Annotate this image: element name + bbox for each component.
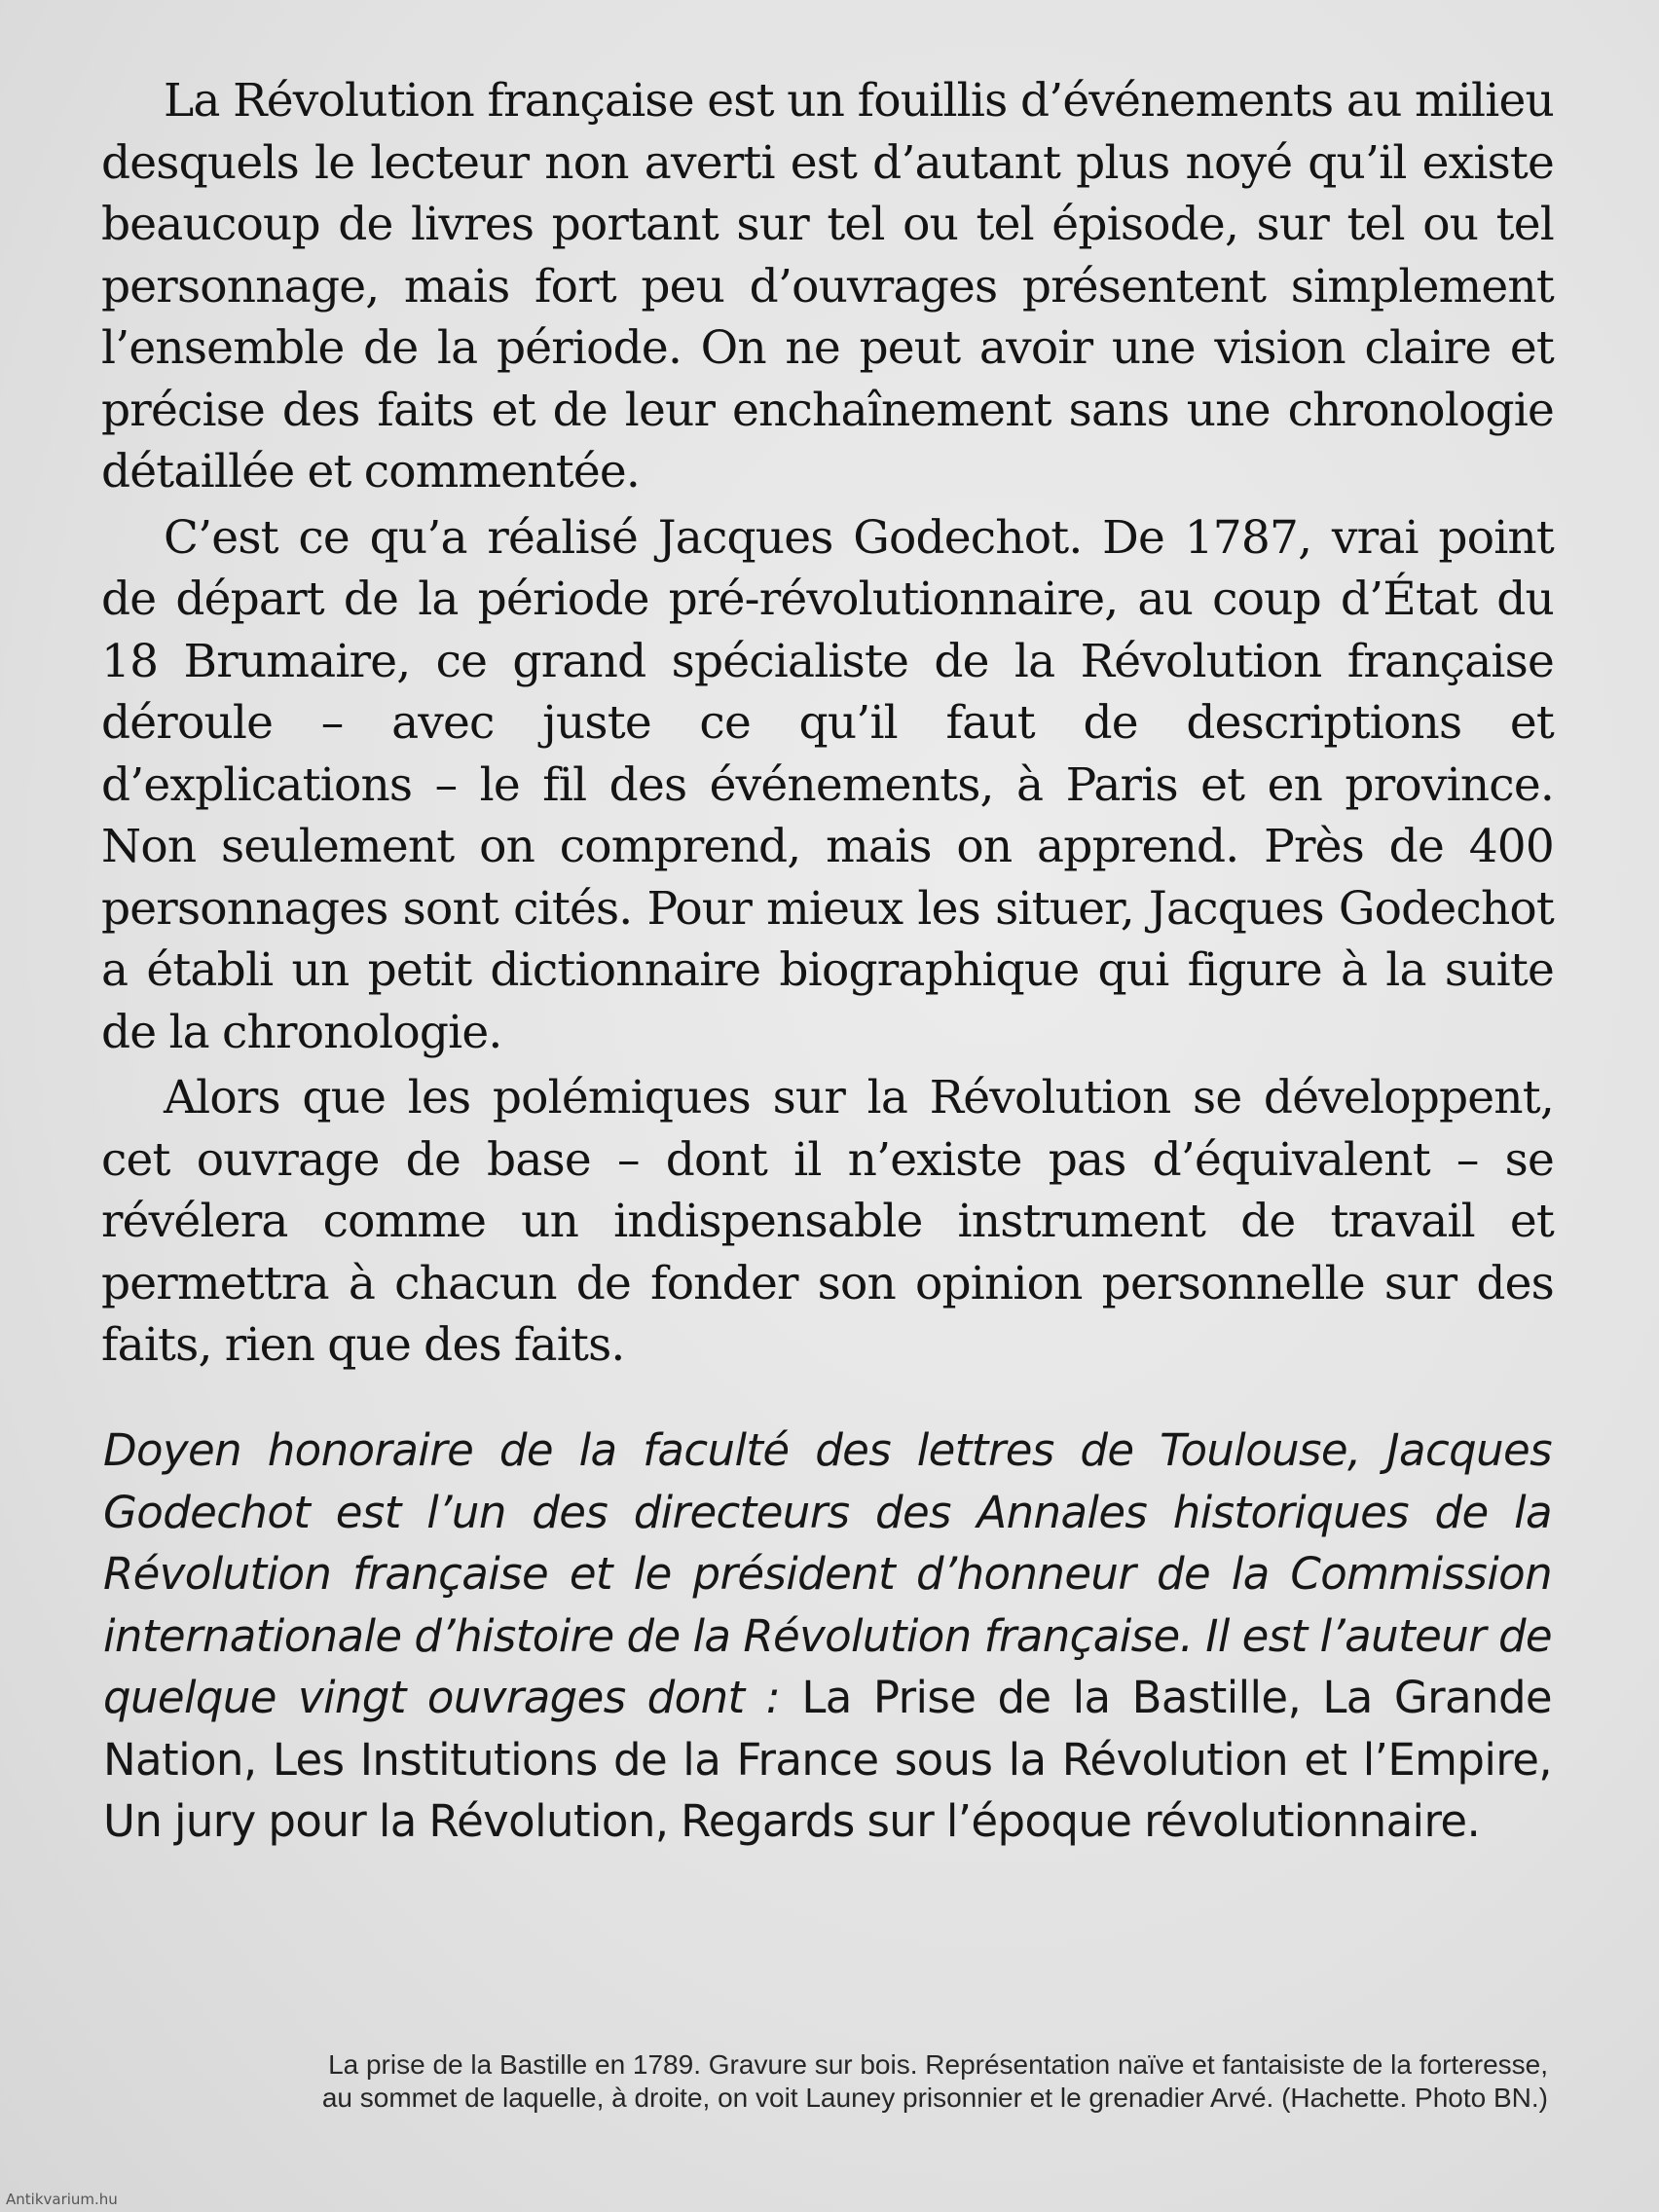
blurb-text-block <box>101 70 1554 1381</box>
caption-line-1: La prise de la Bastille en 1789. Gravure sur bois. Représentation naïve et fantaisiste de la forteresse, <box>328 2049 1548 2080</box>
author-works-list: La Prise de la Bastille, La Grande Nation, Les Institutions de la France sous la Révolution et l’Empire, Un jury pour la Révolution, Regards sur l’époque révolutionnaire. <box>103 1672 1552 1847</box>
author-bio <box>103 1419 1552 1853</box>
watermark: Antikvarium.hu <box>6 2191 118 2208</box>
caption-line-2: au sommet de laquelle, à droite, on voit Launey prisonnier et le grenadier Arvé. (Hachette. Photo BN.) <box>321 2083 1548 2113</box>
image-caption <box>107 2048 1548 2115</box>
author-bio-italic: Doyen honoraire de la faculté des lettres de Toulouse, Jacques Godechot est l’un des directeurs des Annales historiques de la Révolution française et le président d’honneur de la Commission internationale d’histoire de la Révolution française. Il est l’auteur de quelque vingt ouvrages dont : <box>103 1424 1552 1723</box>
blurb-paragraph-2: C’est ce qu’a réalisé Jacques Godechot. De 1787, vrai point de départ de la période pré-révolutionnaire, au coup d’État du 18 Brumaire, ce grand spécialiste de la Révolution française déroule – avec juste ce qu’il faut de descriptions et d’explications – le fil des événements, à Paris et en province. Non seulement on comprend, mais on apprend. Près de 400 personnages sont cités. Pour mieux les situer, Jacques Godechot a établi un petit dictionnaire biographique qui figure à la suite de la chronologie. <box>101 510 1554 1059</box>
blurb-paragraph-1: La Révolution française est un fouillis d’événements au milieu desquels le lecteur non averti est d’autant plus noyé qu’il existe beaucoup de livres portant sur tel ou tel épisode, sur tel ou tel personnage, mais fort peu d’ouvrages présentent simplement l’ensemble de la période. On ne peut avoir une vision claire et précise des faits et de leur enchaînement sans une chronologie détaillée et commentée. <box>101 74 1554 498</box>
blurb-paragraph-3: Alors que les polémiques sur la Révolution se développent, cet ouvrage de base – dont il n’existe pas d’équivalent – se révélera comme un indispensable instrument de travail et permettra à chacun de fonder son opinion personnelle sur des faits, rien que des faits. <box>101 1071 1554 1372</box>
